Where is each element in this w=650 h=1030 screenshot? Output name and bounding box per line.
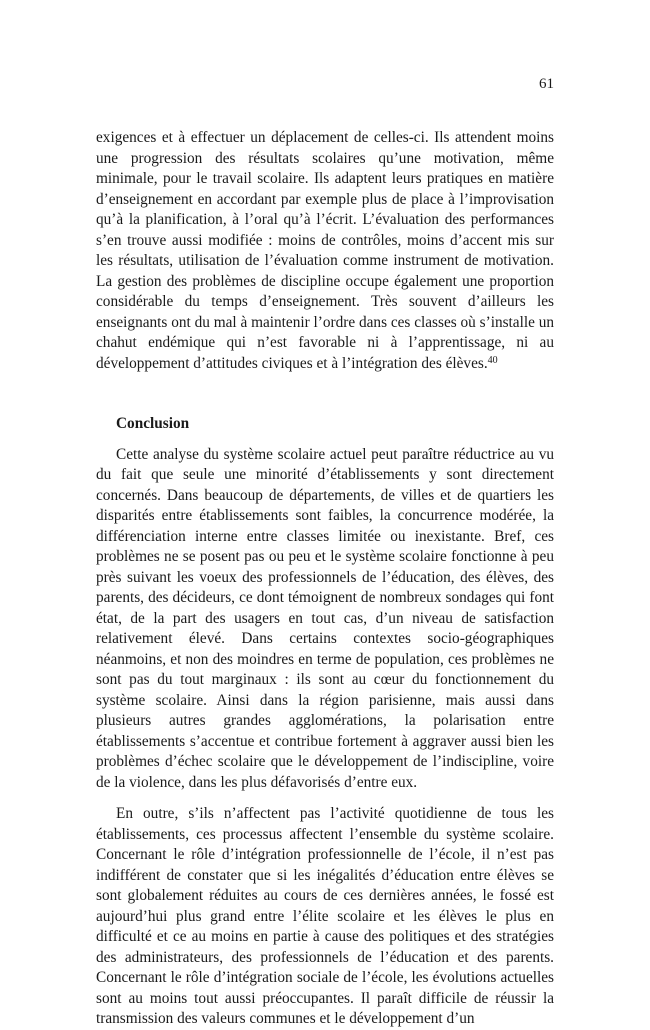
footnote-ref: 40	[487, 354, 498, 366]
paragraph-1-text: exigences et à effectuer un déplacement de celles-ci. Ils attendent moins une progression des résultats scolaires qu’une motivation, même minimale, pour le travail scolaire. Ils adaptent leurs pratiques en matière d’enseignement en accordant par exemple plus de place à l’improvisation qu’à la planification, à l’oral qu’à l’écrit. L’évaluation des performances s’en trouve aussi modifiée : moins de contrôles, moins d’accent mis sur les résultats, utilisation de l’évaluation comme instrument de motivation. La gestion des problèmes de discipline occupe également une proportion considérable du temps d’enseignement. Très souvent d’ailleurs les enseignants ont du mal à maintenir l’ordre dans ces classes où s’installe un chahut endémique qui n’est favorable ni à l’apprentissage, ni au développement d’attitudes civiques et à l’intégration des élèves.	[96, 129, 554, 372]
section-heading: Conclusion	[116, 415, 190, 432]
paragraph-1	[96, 128, 554, 374]
body-text	[96, 128, 554, 1030]
paragraph-3: En outre, s’ils n’affectent pas l’activité quotidienne de tous les établissements, ces processus affectent l’ensemble du système scolaire. Concernant le rôle d’intégration professionnelle de l’école, il n’est pas indifférent de constater que si les inégalités d’éducation entre élèves se sont globalement réduites au cours de ces dernières années, le fossé est aujourd’hui plus grand entre l’élite scolaire et les élèves le plus en difficulté et ce au moins en partie à cause des politiques et des stratégies des administrateurs, des professionnels de l’éducation et des parents. Concernant le rôle d’intégration sociale de l’école, les évolutions actuelles sont au moins tout aussi préoccupantes. Il paraît difficile de réussir la transmission des valeurs communes et le développement d’un	[96, 805, 554, 1027]
paragraph-2: Cette analyse du système scolaire actuel peut paraître réductrice au vu du fait que seule une minorité d’établissements y sont directement concernés. Dans beaucoup de départements, de villes et de quartiers les disparités entre établissements sont faibles, la concurrence modérée, la différenciation interne entre classes limitée ou inexistante. Bref, ces problèmes ne se posent pas ou peu et le système scolaire fonctionne à peu près suivant les voeux des professionnels de l’éducation, des élèves, des parents, des décideurs, ce dont témoignent de nombreux sondages qui font état, de la part des usagers en tout cas, d’un niveau de satisfaction relativement élevé. Dans certains contextes socio-géographiques néanmoins, et non des moindres en terme de population, ces problèmes ne sont pas du tout marginaux : ils sont au cœur du fonctionnement du système scolaire. Ainsi dans la région parisienne, mais aussi dans plusieurs autres grandes agglomérations, la polarisation entre établissements s’accentue et contribue fortement à aggraver aussi bien les problèmes d’échec scolaire que le développement de l’indiscipline, voire de la violence, dans les plus défavorisés d’entre eux.	[96, 445, 554, 791]
page-number: 61	[539, 76, 554, 92]
